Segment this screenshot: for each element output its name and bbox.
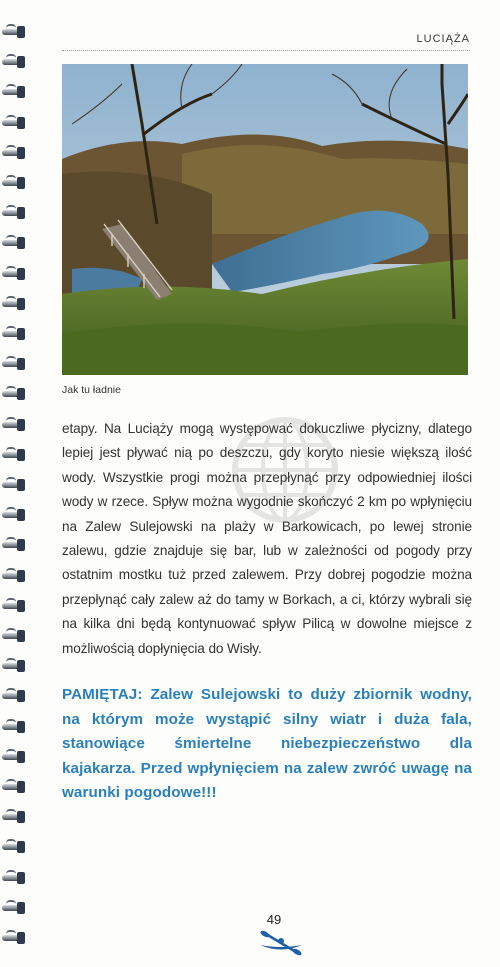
spiral-binding [0, 0, 30, 967]
spiral-coil [2, 296, 28, 312]
spiral-coil [2, 598, 28, 614]
header-divider [62, 50, 470, 51]
warning-note: PAMIĘTAJ: Zalew Sulejowski to duży zbiornik wodny, na którym może wystąpić silny wiatr i duża fala, stanowiące śmiertelne niebezpieczeństwo dla kajakarza. Przed wpłynięciem na zalew zwróć uwagę na warunki pogodowe!!! [62, 686, 472, 801]
spiral-coil [2, 507, 28, 523]
spiral-coil [2, 749, 28, 765]
spiral-coil [2, 537, 28, 553]
spiral-coil [2, 356, 28, 372]
spiral-coil [2, 386, 28, 402]
spiral-coil [2, 477, 28, 493]
spiral-coil [2, 930, 28, 946]
spiral-coil [2, 326, 28, 342]
landscape-image [62, 64, 468, 375]
spiral-coil [2, 84, 28, 100]
spiral-coil [2, 839, 28, 855]
spiral-coil [2, 175, 28, 191]
spiral-coil [2, 54, 28, 70]
page-number: 49 [266, 912, 282, 927]
river-photo [62, 64, 468, 375]
spiral-coil [2, 628, 28, 644]
spiral-coil [2, 205, 28, 221]
kayak-paddle-icon [258, 930, 304, 956]
spiral-coil [2, 24, 28, 40]
spiral-coil [2, 688, 28, 704]
spiral-coil [2, 447, 28, 463]
spiral-coil [2, 719, 28, 735]
spiral-coil [2, 266, 28, 282]
spiral-coil [2, 235, 28, 251]
spiral-coil [2, 809, 28, 825]
section-title: LUCIĄŻA [416, 33, 470, 45]
photo-caption: Jak tu ładnie [62, 384, 121, 396]
main-paragraph: etapy. Na Luciąży mogą występować dokuczliwe płycizny, dlatego lepiej jest pływać nią po deszczu, gdy koryto niesie większą ilość wody. Wszystkie progi można przepłynąć przy odpowiedniej ilości wody w rzece. Spływ można wygodnie skończyć 2 km po wpłynięciu na Zalew Sulejowski na plaży w Barkowicach, po lewej stronie zalewu, gdzie znajduje się bar, lub w zależności od pogody przy ostatnim mostku tuż przed zalewem. Przy dobrej pogodzie można przepłynąć cały zalew aż do tamy w Borkach, a ci, którzy wybrali się na kilka dni będą kontynuować spływ Pilicą w dowolne miejsce z możliwością dopłynięcia do Wisły. [62, 421, 472, 656]
spiral-coil [2, 568, 28, 584]
spiral-coil [2, 870, 28, 886]
spiral-coil [2, 658, 28, 674]
spiral-coil [2, 417, 28, 433]
spiral-coil [2, 115, 28, 131]
spiral-coil [2, 779, 28, 795]
spiral-coil [2, 145, 28, 161]
